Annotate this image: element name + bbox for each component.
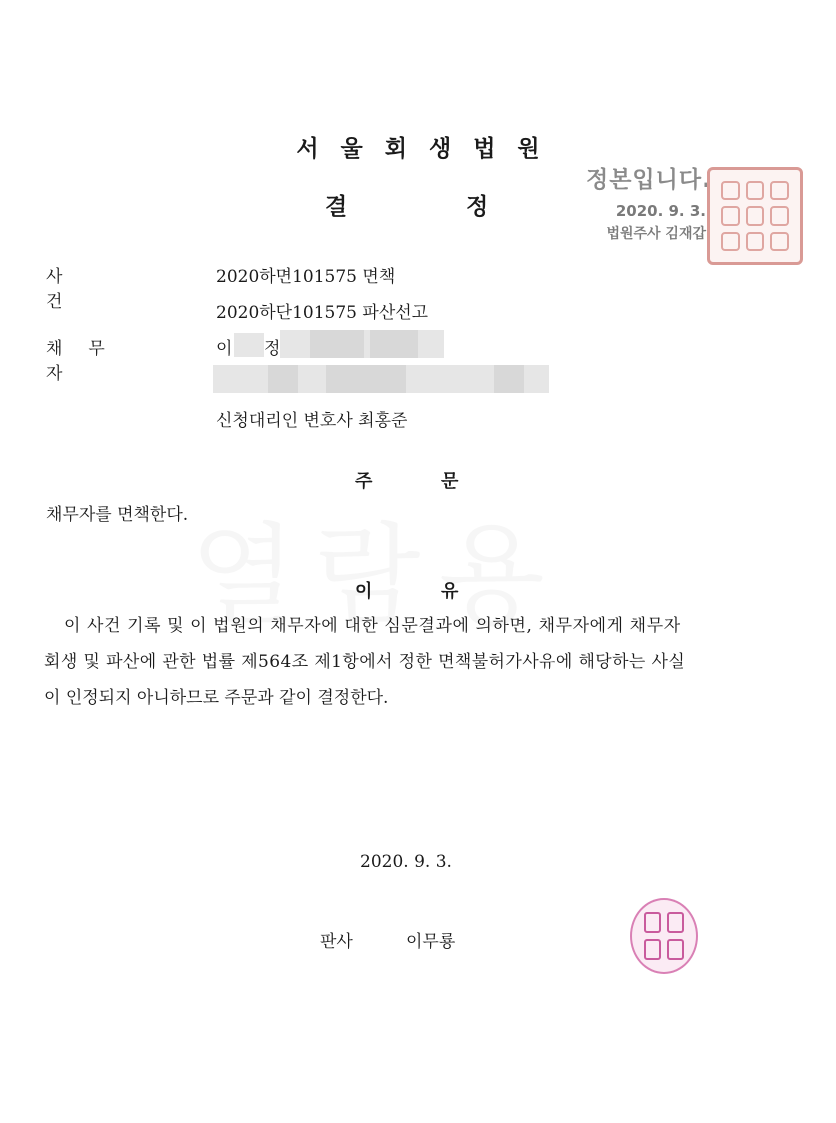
judge-title: 판사 (320, 932, 353, 952)
redacted-block (494, 365, 524, 393)
case-number-bankruptcy: 2020하단101575 파산선고 (216, 303, 429, 323)
debtor-label-text: 채무자 (46, 339, 131, 384)
reason-heading-char-1: 이 (355, 581, 373, 602)
redacted-block (310, 330, 364, 358)
reason-line-1: 이 사건 기록 및 이 법원의 채무자에 대한 심문결과에 의하면, 채무자에게 채무자 (64, 616, 681, 636)
redacted-block (370, 330, 418, 358)
case-label-text: 사건 (46, 267, 133, 312)
decision-date: 2020. 9. 3. (360, 852, 452, 872)
court-seal-icon (707, 167, 803, 265)
redacted-block (326, 365, 406, 393)
order-text: 채무자를 면책한다. (46, 505, 189, 525)
judge-name: 이무룡 (406, 932, 456, 952)
reason-line-3: 이 인정되지 아니하므로 주문과 같이 결정한다. (44, 688, 389, 708)
redacted-block (234, 333, 264, 357)
order-heading-char-1: 주 (355, 471, 373, 492)
debtor-name-end: 정 (264, 339, 281, 359)
judge-seal-icon (630, 898, 698, 974)
certification-clerk: 법원주사 김재갑 (606, 226, 706, 242)
debtor-name-start: 이 (216, 339, 233, 359)
doc-type-char-2: 정 (466, 194, 489, 220)
applicant-attorney: 신청대리인 변호사 최홍준 (216, 411, 408, 431)
order-heading-char-2: 문 (441, 471, 459, 492)
certified-copy-stamp: 정본입니다. (586, 167, 712, 193)
case-number-discharge: 2020하면101575 면책 (216, 267, 396, 287)
debtor-label (46, 334, 146, 384)
redacted-block (268, 365, 298, 393)
doc-type-char-1: 결 (325, 194, 348, 220)
court-name: 서울회생법원 (296, 136, 562, 162)
case-label (46, 262, 146, 312)
reason-line-2: 회생 및 파산에 관한 법률 제564조 제1항에서 정한 면책불허가사유에 해당하는 사실 (44, 652, 686, 672)
certification-date: 2020. 9. 3. (615, 202, 706, 220)
reason-heading-char-2: 유 (441, 581, 459, 602)
